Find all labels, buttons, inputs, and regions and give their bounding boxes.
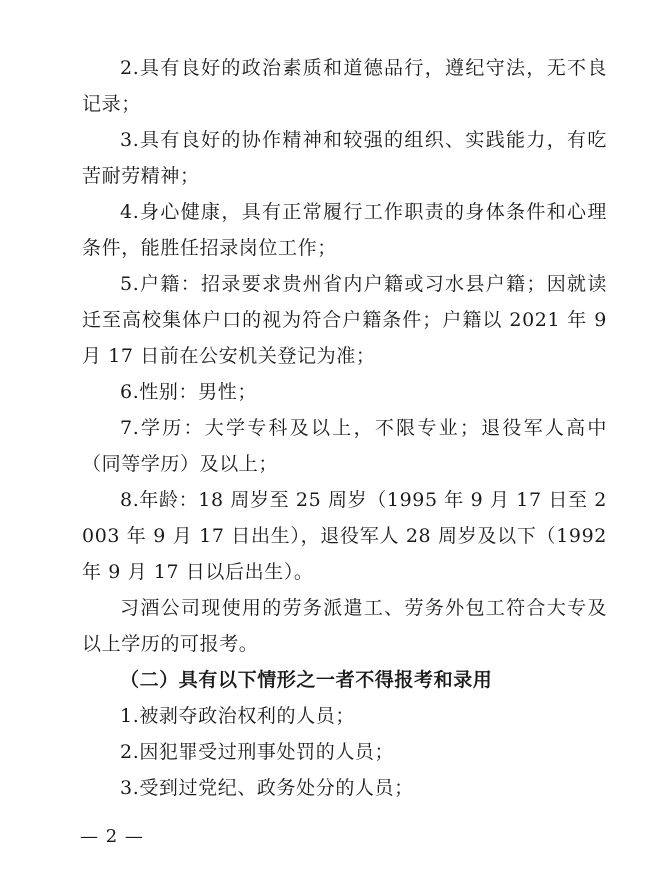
- requirement-7-education: 7.学历：大学专科及以上，不限专业；退役军人高中（同等学历）及以上；: [82, 417, 607, 475]
- document-body: [82, 50, 607, 806]
- exclusion-2: 2.因犯罪受过刑事处罚的人员；: [120, 741, 395, 763]
- page-number: — 2 —: [80, 826, 144, 847]
- section-heading: （二）具有以下情形之一者不得报考和录用: [120, 669, 493, 691]
- exclusion-1: 1.被剥夺政治权利的人员；: [120, 705, 355, 727]
- requirement-8-age: 8.年龄：18 周岁至 25 周岁（1995 年 9 月 17 日至 2003 年 9 月 17 日出生），退役军人 28 周岁及以下（1992 年 9 月 17 日以后出生）。: [82, 489, 607, 583]
- requirement-4: 4.身心健康，具有正常履行工作职责的身体条件和心理条件，能胜任招录岗位工作；: [82, 201, 607, 259]
- requirement-2: 2.具有良好的政治素质和道德品行，遵纪守法，无不良记录；: [82, 57, 607, 115]
- requirement-3: 3.具有良好的协作精神和较强的组织、实践能力，有吃苦耐劳精神；: [82, 129, 607, 187]
- requirement-6-gender: 6.性别：男性；: [120, 381, 257, 403]
- exclusion-3: 3.受到过党纪、政务处分的人员；: [120, 777, 414, 799]
- requirement-5-household-registration: 5.户籍：招录要求贵州省内户籍或习水县户籍；因就读迁至高校集体户口的视为符合户籍条件；户籍以 2021 年 9 月 17 日前在公安机关登记为准；: [82, 273, 607, 367]
- company-staff-note: 习酒公司现使用的劳务派遣工、劳务外包工符合大专及以上学历的可报考。: [82, 597, 607, 655]
